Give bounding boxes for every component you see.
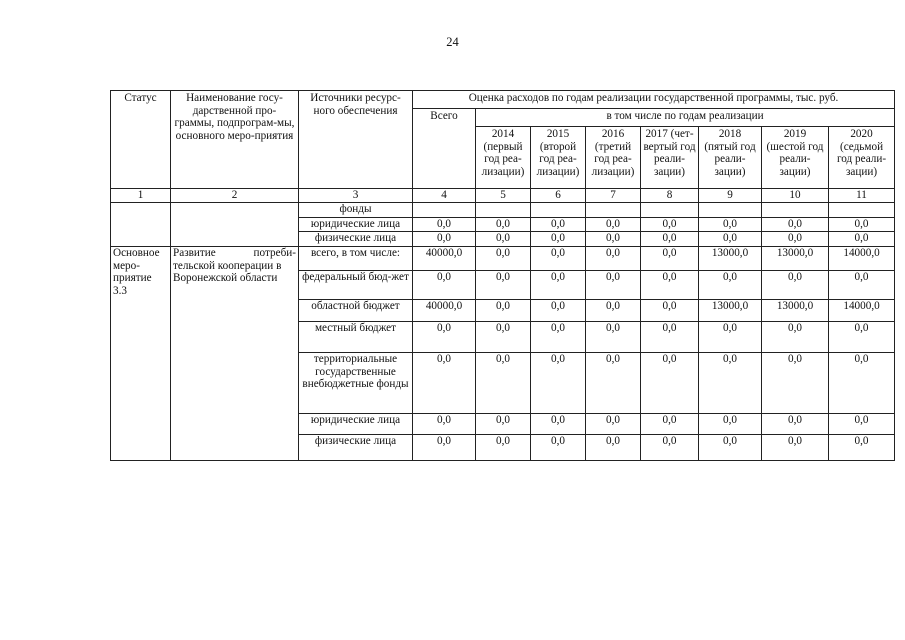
value-cell: 0,0 xyxy=(586,300,641,322)
col-number: 8 xyxy=(641,189,699,203)
source-cell: юридические лица xyxy=(299,218,413,232)
col-number: 6 xyxy=(531,189,586,203)
value-cell: 0,0 xyxy=(829,322,895,353)
value-cell: 0,0 xyxy=(531,218,586,232)
measure-name xyxy=(171,247,299,461)
table-row xyxy=(111,247,895,271)
source-cell: федеральный бюд-жет xyxy=(299,271,413,300)
value-cell: 0,0 xyxy=(699,414,762,435)
header-year-2014: 2014 (первый год реа-лизации) xyxy=(476,127,531,189)
header-estimate: Оценка расходов по годам реализации государственной программы, тыс. руб. xyxy=(413,91,895,109)
source-cell: всего, в том числе: xyxy=(299,247,413,271)
value-cell: 0,0 xyxy=(829,414,895,435)
header-year-2017: 2017 (чет-вертый год реали-зации) xyxy=(641,127,699,189)
page-number: 24 xyxy=(446,35,459,49)
header-year-2015: 2015 (второй год реа-лизации) xyxy=(531,127,586,189)
source-cell: территориальные государственные внебюджетные фонды xyxy=(299,353,413,414)
value-cell: 0,0 xyxy=(699,435,762,461)
value-cell: 0,0 xyxy=(586,353,641,414)
value-cell: 0,0 xyxy=(531,414,586,435)
value-cell: 0,0 xyxy=(762,435,829,461)
value-cell: 0,0 xyxy=(476,435,531,461)
header-by-years: в том числе по годам реализации xyxy=(476,109,895,127)
col-number: 2 xyxy=(171,189,299,203)
value-cell: 14000,0 xyxy=(829,247,895,271)
value-cell xyxy=(586,203,641,218)
measure-status: Основное меро-приятие 3.3 xyxy=(111,247,171,461)
header-year-2016: 2016 (третий год реа-лизации) xyxy=(586,127,641,189)
value-cell: 0,0 xyxy=(531,322,586,353)
value-cell: 40000,0 xyxy=(413,300,476,322)
value-cell: 0,0 xyxy=(476,353,531,414)
value-cell: 0,0 xyxy=(699,232,762,247)
header-total: Всего xyxy=(413,109,476,189)
value-cell xyxy=(699,203,762,218)
value-cell xyxy=(413,203,476,218)
source-cell: местный бюджет xyxy=(299,322,413,353)
header-year-2018: 2018 (пятый год реали-зации) xyxy=(699,127,762,189)
value-cell: 0,0 xyxy=(829,218,895,232)
value-cell: 0,0 xyxy=(531,353,586,414)
value-cell: 0,0 xyxy=(586,232,641,247)
value-cell: 0,0 xyxy=(699,271,762,300)
value-cell: 0,0 xyxy=(641,322,699,353)
value-cell: 0,0 xyxy=(413,322,476,353)
measure-name-line1: Развитие потреби- xyxy=(173,247,296,259)
source-cell: юридические лица xyxy=(299,414,413,435)
value-cell: 0,0 xyxy=(762,353,829,414)
empty-name-cell xyxy=(171,203,299,247)
value-cell: 0,0 xyxy=(641,247,699,271)
value-cell: 0,0 xyxy=(762,218,829,232)
value-cell: 0,0 xyxy=(829,271,895,300)
source-cell: физические лица xyxy=(299,232,413,247)
value-cell: 0,0 xyxy=(762,271,829,300)
col-number: 5 xyxy=(476,189,531,203)
value-cell: 0,0 xyxy=(829,435,895,461)
header-year-2020: 2020 (седьмой год реали-зации) xyxy=(829,127,895,189)
source-cell: областной бюджет xyxy=(299,300,413,322)
value-cell: 13000,0 xyxy=(699,247,762,271)
value-cell: 0,0 xyxy=(829,232,895,247)
value-cell: 0,0 xyxy=(829,353,895,414)
value-cell: 0,0 xyxy=(476,218,531,232)
value-cell: 0,0 xyxy=(531,300,586,322)
value-cell: 0,0 xyxy=(641,414,699,435)
value-cell: 0,0 xyxy=(699,218,762,232)
empty-status-cell xyxy=(111,203,171,247)
col-number: 9 xyxy=(699,189,762,203)
value-cell: 0,0 xyxy=(699,353,762,414)
value-cell: 0,0 xyxy=(413,218,476,232)
value-cell: 0,0 xyxy=(413,353,476,414)
value-cell: 0,0 xyxy=(641,218,699,232)
value-cell: 0,0 xyxy=(531,247,586,271)
col-number: 4 xyxy=(413,189,476,203)
value-cell: 0,0 xyxy=(476,232,531,247)
table-row xyxy=(111,203,895,218)
value-cell: 0,0 xyxy=(586,271,641,300)
value-cell: 0,0 xyxy=(641,271,699,300)
value-cell: 13000,0 xyxy=(699,300,762,322)
value-cell: 0,0 xyxy=(413,232,476,247)
value-cell: 13000,0 xyxy=(762,247,829,271)
value-cell: 0,0 xyxy=(699,322,762,353)
value-cell xyxy=(476,203,531,218)
value-cell: 0,0 xyxy=(586,414,641,435)
value-cell: 0,0 xyxy=(531,232,586,247)
value-cell xyxy=(531,203,586,218)
value-cell: 0,0 xyxy=(531,271,586,300)
source-cell: физические лица xyxy=(299,435,413,461)
value-cell: 0,0 xyxy=(641,435,699,461)
value-cell: 0,0 xyxy=(413,435,476,461)
value-cell: 0,0 xyxy=(586,322,641,353)
header-sources: Источники ресурс-ного обеспечения xyxy=(299,91,413,189)
col-number: 10 xyxy=(762,189,829,203)
value-cell: 0,0 xyxy=(476,247,531,271)
value-cell: 0,0 xyxy=(762,232,829,247)
value-cell: 0,0 xyxy=(476,300,531,322)
header-status: Статус xyxy=(111,91,171,189)
value-cell xyxy=(641,203,699,218)
value-cell: 0,0 xyxy=(762,322,829,353)
value-cell: 0,0 xyxy=(586,435,641,461)
column-numbers-row xyxy=(111,189,895,203)
value-cell: 0,0 xyxy=(476,414,531,435)
value-cell: 0,0 xyxy=(413,271,476,300)
source-cell: фонды xyxy=(299,203,413,218)
value-cell: 0,0 xyxy=(641,300,699,322)
value-cell xyxy=(762,203,829,218)
header-name: Наименование госу-дарственной про-граммы, подпрограм-мы, основного меро-приятия xyxy=(171,91,299,189)
value-cell: 0,0 xyxy=(641,353,699,414)
value-cell xyxy=(829,203,895,218)
value-cell: 0,0 xyxy=(476,322,531,353)
value-cell: 14000,0 xyxy=(829,300,895,322)
value-cell: 0,0 xyxy=(531,435,586,461)
expense-table xyxy=(110,90,895,461)
value-cell: 0,0 xyxy=(476,271,531,300)
value-cell: 40000,0 xyxy=(413,247,476,271)
value-cell: 0,0 xyxy=(641,232,699,247)
col-number: 1 xyxy=(111,189,171,203)
col-number: 3 xyxy=(299,189,413,203)
value-cell: 0,0 xyxy=(762,414,829,435)
value-cell: 13000,0 xyxy=(762,300,829,322)
header-year-2019: 2019 (шестой год реали-зации) xyxy=(762,127,829,189)
col-number: 7 xyxy=(586,189,641,203)
measure-name-rest: тельской кооперации в Воронежской области xyxy=(173,259,282,284)
value-cell: 0,0 xyxy=(586,247,641,271)
col-number: 11 xyxy=(829,189,895,203)
value-cell: 0,0 xyxy=(413,414,476,435)
value-cell: 0,0 xyxy=(586,218,641,232)
